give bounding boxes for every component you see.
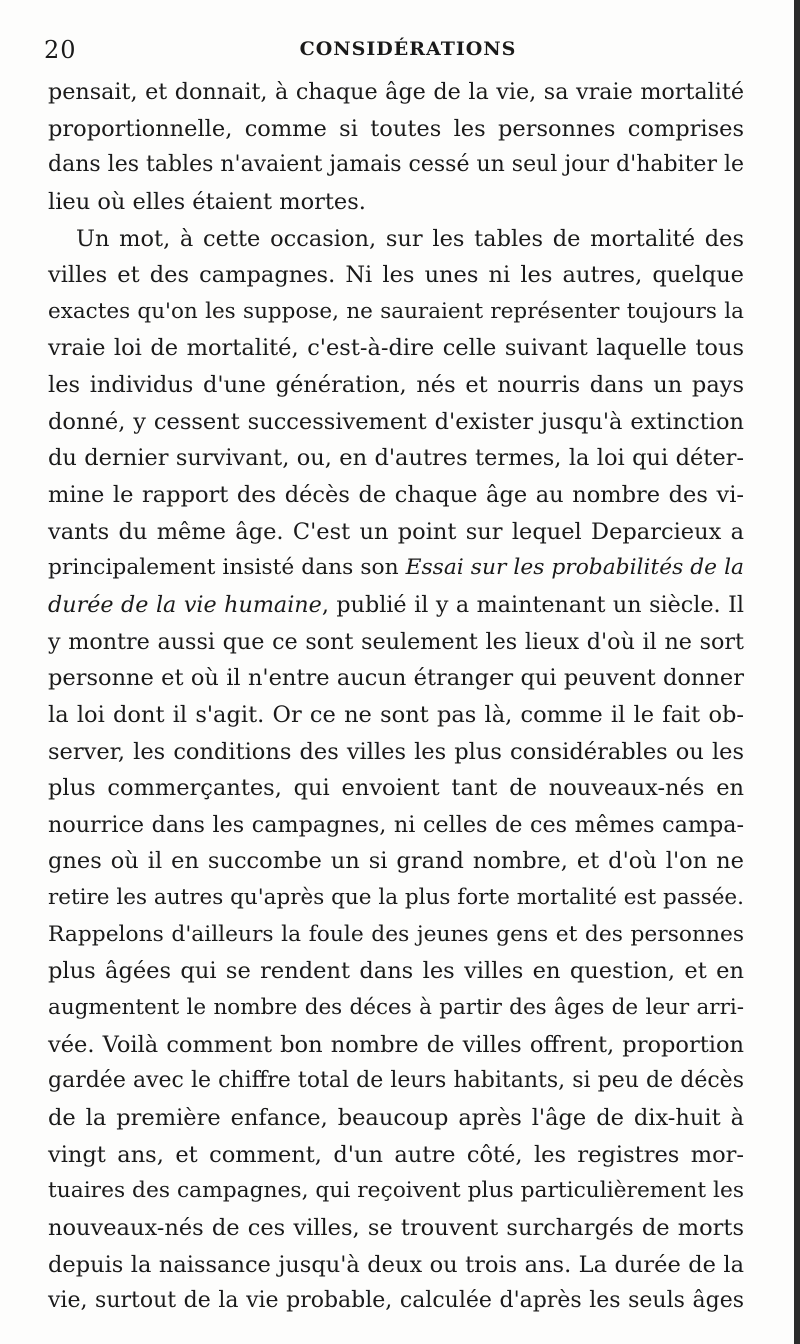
running-head: CONSIDÉRATIONS (299, 38, 517, 60)
text-segment: lieu où elles étaient mortes. (48, 188, 366, 215)
text-segment: dans les tables n'avaient jamais cessé un seul jour d'habiter le (48, 152, 745, 178)
text-segment: nouveaux-nés de ces villes, se trouvent surchargés de morts (48, 1214, 744, 1241)
text-line (48, 1247, 744, 1284)
text-segment: gardée avec le chiffre total de leurs habitants, si peu de décès (48, 1068, 744, 1094)
text-line (48, 1210, 744, 1247)
text-line (48, 1137, 744, 1174)
text-segment: plus commerçantes, qui envoient tant de nouveaux-nés en (48, 775, 744, 802)
text-segment: vraie loi de mortalité, c'est-à-dire celle suivant laquelle tous (48, 335, 744, 362)
text-segment: les individus d'une génération, nés et nourris dans un pays (48, 372, 744, 399)
text-segment: nourrice dans les campagnes, ni celles de ces mêmes campa- (48, 811, 744, 838)
text-segment: principalement insisté dans son (48, 555, 406, 581)
text-line (48, 880, 744, 917)
text-line (48, 440, 744, 477)
text-line (48, 367, 744, 404)
text-line (48, 147, 744, 184)
text-segment: vée. Voilà comment bon nombre de villes offrent, proportion (48, 1031, 744, 1058)
text-line (48, 1100, 744, 1137)
text-segment: , publié il y a maintenant un siècle. Il (321, 591, 744, 618)
text-line (48, 184, 744, 221)
text-line (48, 514, 744, 551)
text-segment: tuaires des campagnes, qui reçoivent plus particulièrement les (48, 1178, 744, 1204)
italic-text: Essai sur les probabilités de la (405, 555, 744, 581)
text-line (48, 1027, 744, 1064)
text-line (48, 111, 744, 148)
italic-text: durée de la vie humaine (48, 591, 322, 618)
text-segment: vingt ans, et comment, d'un autre côté, les registres mor- (48, 1141, 744, 1168)
text-segment: vants du même âge. C'est un point sur lequel Deparcieux a (48, 518, 744, 545)
text-segment: server, les conditions des villes les plus considérables ou les (48, 738, 744, 765)
text-segment: proportionnelle, comme si toutes les personnes comprises (48, 115, 744, 142)
text-line (48, 1173, 744, 1210)
text-line (48, 550, 744, 587)
text-line (48, 294, 744, 331)
text-line (48, 1283, 744, 1320)
page-number: 20 (44, 36, 77, 64)
text-segment: Un mot, à cette occasion, sur les tables de mortalité des (76, 225, 744, 252)
text-line (48, 477, 744, 514)
text-segment: augmentent le nombre des déces à partir des âges de leur arri- (48, 995, 744, 1021)
text-segment: gnes où il en succombe un si grand nombre, et d'où l'on ne (48, 848, 744, 875)
text-line (48, 587, 744, 624)
text-segment: la loi dont il s'agit. Or ce ne sont pas là, comme il le fait ob- (48, 701, 744, 728)
text-segment: mine le rapport des décès de chaque âge au nombre des vi- (48, 482, 744, 509)
text-segment: donné, y cessent successivement d'exister jusqu'à extinction (48, 408, 744, 435)
text-segment: retire les autres qu'après que la plus forte mortalité est passée. (48, 885, 744, 911)
text-segment: Rappelons d'ailleurs la foule des jeunes gens et des personnes (48, 921, 744, 947)
text-line (48, 807, 744, 844)
text-segment: y montre aussi que ce sont seulement les lieux d'où il ne sort (48, 628, 744, 655)
text-line (48, 624, 744, 661)
text-line (48, 734, 744, 771)
text-segment: plus âgées qui se rendent dans les villes en question, et en (48, 958, 744, 985)
text-line (48, 660, 744, 697)
page-edge (794, 0, 800, 1344)
text-segment: pensait, et donnait, à chaque âge de la vie, sa vraie mortalité (48, 79, 744, 105)
text-line (48, 990, 744, 1027)
text-segment: de la première enfance, beaucoup après l'âge de dix-huit à (48, 1104, 744, 1131)
body-text (48, 74, 744, 1320)
text-line (48, 221, 744, 258)
text-line (48, 917, 744, 954)
text-line (48, 953, 744, 990)
text-line (48, 770, 744, 807)
text-line (48, 697, 744, 734)
text-segment: villes et des campagnes. Ni les unes ni les autres, quelque (48, 262, 744, 289)
text-segment: personne et où il n'entre aucun étranger qui peuvent donner (48, 665, 744, 692)
text-segment: vie, surtout de la vie probable, calculée d'après les seuls âges (48, 1288, 744, 1314)
text-segment: depuis la naissance jusqu'à deux ou trois ans. La durée de la (48, 1251, 744, 1278)
text-line (48, 404, 744, 441)
text-line (48, 74, 744, 111)
text-line (48, 1063, 744, 1100)
text-line (48, 257, 744, 294)
text-line (48, 843, 744, 880)
page-header (44, 36, 744, 76)
text-line (48, 330, 744, 367)
text-segment: du dernier survivant, ou, en d'autres termes, la loi qui déter- (48, 445, 744, 472)
text-segment: exactes qu'on les suppose, ne sauraient représenter toujours la (48, 298, 744, 324)
